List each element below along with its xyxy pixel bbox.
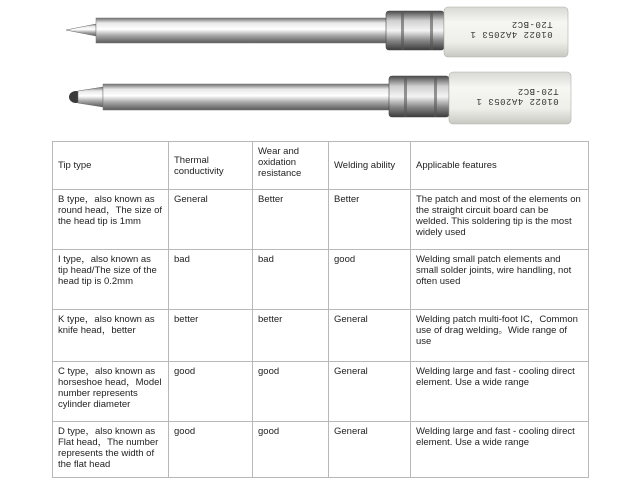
tip-1-model: T20-BC2 xyxy=(511,19,553,29)
header-thermal-conductivity: Thermal conductivity xyxy=(169,142,253,190)
tip-2-model: T20-BC2 xyxy=(517,86,559,96)
cell-tip-type: B type，also known as round head，The size of the head tip is 1mm xyxy=(53,190,169,250)
table-row xyxy=(53,362,589,422)
header-wear-resistance: Wear and oxidation resistance xyxy=(253,142,329,190)
cell-features: Welding large and fast - cooling direct element. Use a wide range xyxy=(411,362,589,422)
header-tip-type: Tip type xyxy=(53,142,169,190)
tip-2-serial: 01022 4A2053 1 xyxy=(476,96,559,106)
cell-thermal: better xyxy=(169,310,253,362)
cell-welding: General xyxy=(329,422,411,478)
table-row xyxy=(53,190,589,250)
cell-welding: Better xyxy=(329,190,411,250)
tip-2-sleeve-label xyxy=(476,86,559,106)
table-row xyxy=(53,422,589,478)
cell-welding: General xyxy=(329,310,411,362)
cell-thermal: good xyxy=(169,362,253,422)
cell-thermal: good xyxy=(169,422,253,478)
tip-types-table xyxy=(52,141,589,478)
cell-wear: bad xyxy=(253,250,329,310)
table-header-row xyxy=(53,142,589,190)
tip-1-sleeve-label xyxy=(470,19,553,39)
table-row xyxy=(53,250,589,310)
cell-thermal: General xyxy=(169,190,253,250)
cell-welding: good xyxy=(329,250,411,310)
cell-features: Welding patch multi-foot IC，Common use of drag welding。Wide range of use xyxy=(411,310,589,362)
cell-welding: General xyxy=(329,362,411,422)
cell-thermal: bad xyxy=(169,250,253,310)
cell-tip-type: I type，also known as tip head/The size of the head tip is 0.2mm xyxy=(53,250,169,310)
cell-wear: good xyxy=(253,422,329,478)
cell-features: Welding large and fast - cooling direct element. Use a wide range xyxy=(411,422,589,478)
cell-wear: good xyxy=(253,362,329,422)
cell-wear: better xyxy=(253,310,329,362)
cell-features: Welding small patch elements and small solder joints, wire handling, not often used xyxy=(411,250,589,310)
cell-tip-type: D type，also known as Flat head，The number represents the width of the flat head xyxy=(53,422,169,478)
cell-tip-type: C type，also known as horseshoe head，Model number represents cylinder diameter xyxy=(53,362,169,422)
soldering-tips-photo xyxy=(0,0,640,128)
header-applicable-features: Applicable features xyxy=(411,142,589,190)
cell-wear: Better xyxy=(253,190,329,250)
cell-features: The patch and most of the elements on the straight circuit board can be welded. This soldering tip is the most widely used xyxy=(411,190,589,250)
table-row xyxy=(53,310,589,362)
cell-tip-type: K type，also known as knife head，better xyxy=(53,310,169,362)
header-welding-ability: Welding ability xyxy=(329,142,411,190)
tip-1-serial: 01022 4A2053 1 xyxy=(470,29,553,39)
